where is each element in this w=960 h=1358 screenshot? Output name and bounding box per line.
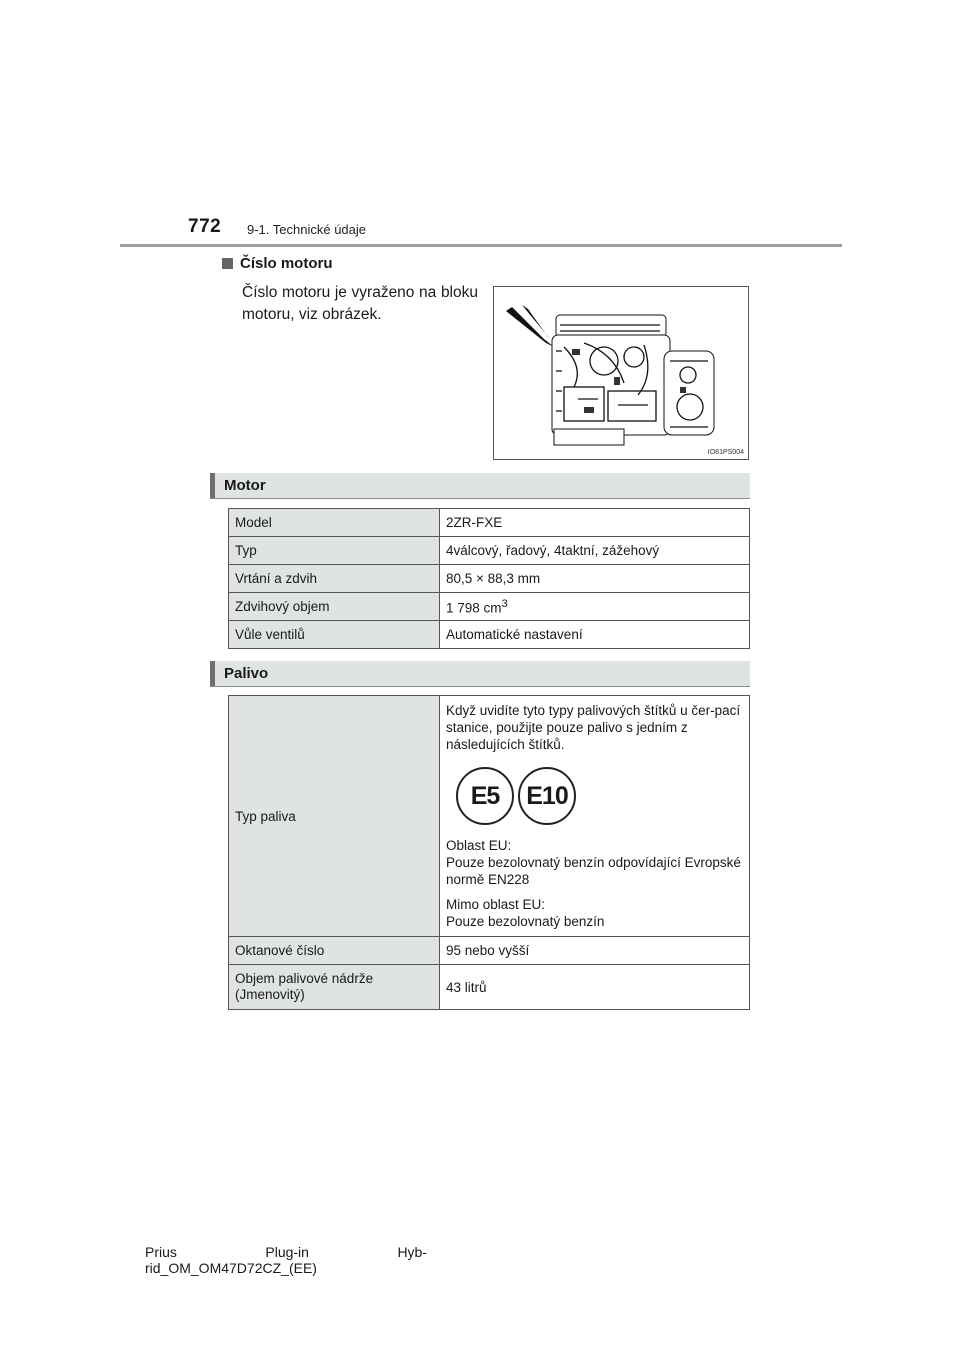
superscript: 3 [501,597,508,610]
fuel-labels [456,767,743,825]
engine-illustration [493,286,749,460]
engine-number-description: Číslo motoru je vyraženo na bloku motoru, viz obrázek. [242,284,478,323]
spec-label: Vůle ventilů [229,621,440,649]
spec-value: 4válcový, řadový, 4taktní, zážehový [440,537,750,565]
section-bar [210,661,215,686]
spec-value-cell [440,593,750,621]
fuel-type-description [440,696,750,937]
non-eu-region-label: Mimo oblast EU: [446,897,546,912]
table-row [229,621,750,649]
table-row [229,509,750,537]
non-eu-region-text: Pouze bezolovnatý benzín [446,914,605,929]
table-row [229,696,750,937]
spec-label: Zdvihový objem [229,593,440,621]
fuel-section-header [210,661,750,687]
table-row [229,565,750,593]
spec-label: Model [229,509,440,537]
table-row [229,937,750,965]
spec-value: 2ZR-FXE [440,509,750,537]
engine-number-heading [222,255,333,272]
spec-value: 43 litrů [440,965,750,1010]
motor-section-header [210,473,750,499]
fuel-spec-table [228,695,750,1010]
document-footer [145,1244,427,1276]
spec-label: Oktanové číslo [229,937,440,965]
footer-text: Prius [145,1244,177,1260]
eu-region-text: Pouze bezolovnatý benzín odpovídající Evropské normě EN228 [446,855,741,887]
fuel-intro: Když uvidíte tyto typy palivových štítků u čer-pací stanice, použijte pouze palivo s jedním z následujících štítků. [446,703,741,752]
spec-value: 1 798 cm [446,600,502,616]
square-bullet-icon [222,258,233,269]
footer-text: Plug-in [265,1244,309,1260]
page-number: 772 [188,216,222,237]
spec-label: Vrtání a zdvih [229,565,440,593]
spec-value: 80,5 × 88,3 mm [440,565,750,593]
motor-section-title: Motor [224,477,266,494]
engine-number-heading-text: Číslo motoru [240,255,333,272]
table-row [229,537,750,565]
e10-label-icon: E10 [518,767,576,825]
footer-text: rid_OM_OM47D72CZ_(EE) [145,1260,317,1276]
spec-value: 95 nebo vyšší [440,937,750,965]
spec-label: Typ [229,537,440,565]
fuel-section-title: Palivo [224,665,269,682]
section-title: 9-1. Technické údaje [247,222,367,237]
table-row [229,593,750,621]
eu-region-label: Oblast EU: [446,838,512,853]
motor-spec-table [228,508,750,649]
figure-code: IO81PS004 [707,449,744,456]
table-row [229,965,750,1010]
spec-label: Objem palivové nádrže (Jmenovitý) [229,965,440,1010]
engine-drawing [494,287,748,459]
e5-label-icon: E5 [456,767,514,825]
spec-label: Typ paliva [229,696,440,937]
header-divider [120,244,842,247]
footer-text: Hyb- [397,1244,427,1260]
section-bar [210,473,215,498]
spec-value: Automatické nastavení [440,621,750,649]
